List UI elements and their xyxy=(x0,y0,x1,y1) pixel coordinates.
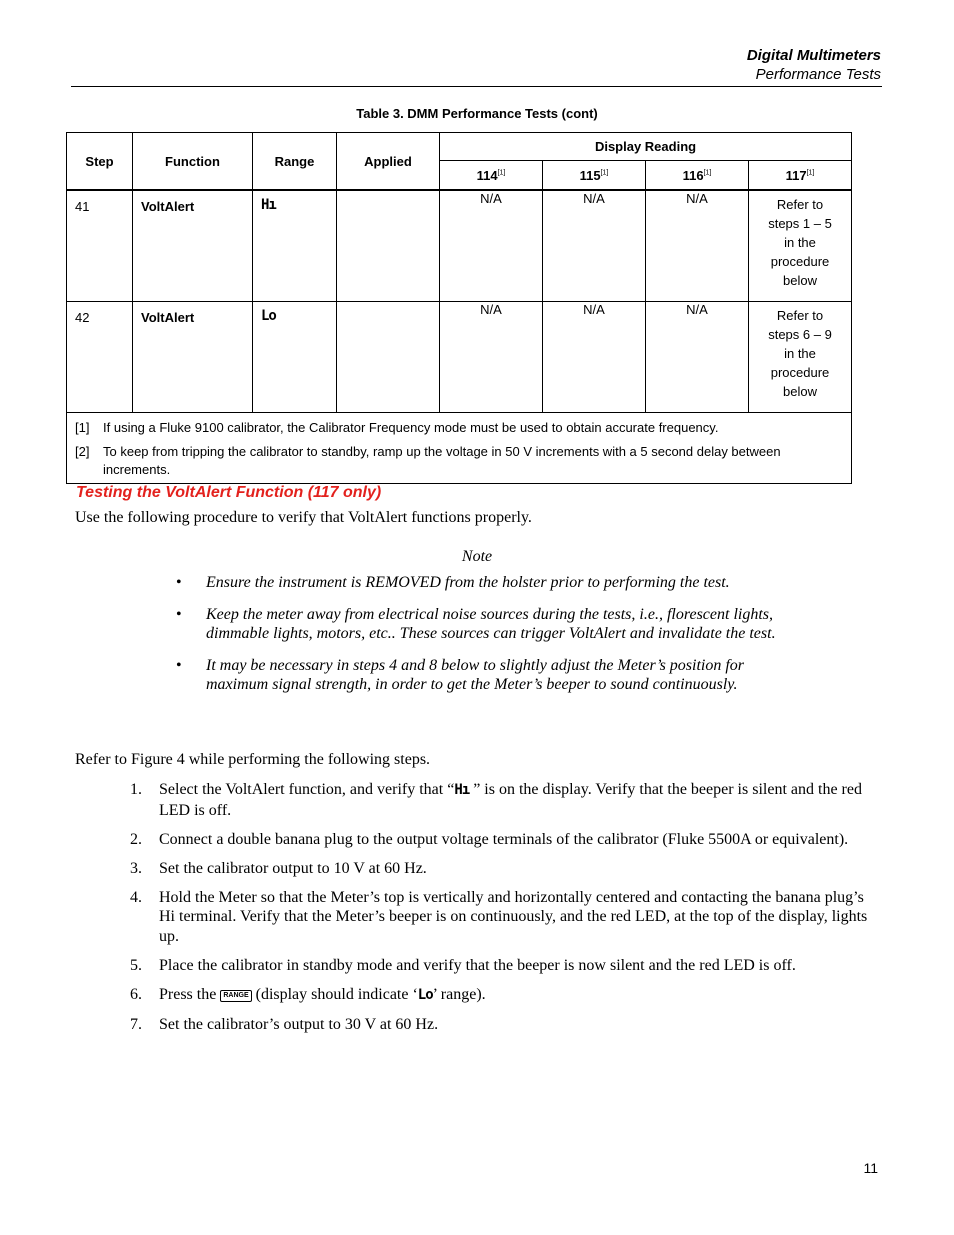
header-model-115: 115[1] xyxy=(543,161,646,191)
procedure-step: 1. Select the VoltAlert function, and verify that “Hı ” is on the display. Verify that the beeper is silent and the red LED is off. xyxy=(130,781,862,819)
header-range: Range xyxy=(253,133,337,191)
header-model-116: 116[1] xyxy=(646,161,749,191)
procedure-step: 3. Set the calibrator output to 10 V at 60 Hz. xyxy=(130,859,427,877)
header-model-117: 117[1] xyxy=(749,161,852,191)
range-key-icon: RANGE xyxy=(220,990,251,1002)
cell-reading-114: N/A xyxy=(440,302,543,413)
table-row xyxy=(67,302,852,413)
cell-reading-117: Refer to steps 1 – 5 in the procedure below xyxy=(749,190,852,302)
header-applied: Applied xyxy=(337,133,440,191)
procedure-step: 7. Set the calibrator’s output to 30 V at 60 Hz. xyxy=(130,1015,439,1033)
note-title: Note xyxy=(461,548,493,565)
procedure-step: 6. Press the RANGE (display should indicate ‘Lo’ range). xyxy=(130,985,486,1003)
procedure-step: 4. Hold the Meter so that the Meter’s top is vertically and horizontally centered and contacting the banana plug’s Hi terminal. Verify that the Meter’s beeper is on continuously, and the red LED, at the top of the display, lights up. xyxy=(130,888,868,945)
header-subtitle: Performance Tests xyxy=(755,66,881,83)
cell-range xyxy=(253,190,337,302)
bullet-icon: • xyxy=(176,656,182,674)
hi-range-symbol: Hı xyxy=(454,782,470,798)
procedure-step: 2. Connect a double banana plug to the output voltage terminals of the calibrator (Fluke 5500A or equivalent). xyxy=(130,830,849,848)
header-display-reading: Display Reading xyxy=(440,133,852,161)
page-header xyxy=(747,46,881,84)
header-step: Step xyxy=(67,133,133,191)
section-heading: Testing the VoltAlert Function (117 only) xyxy=(76,484,382,501)
performance-table xyxy=(66,132,852,484)
refer-paragraph: Refer to Figure 4 while performing the following steps. xyxy=(75,751,431,768)
intro-paragraph: Use the following procedure to verify that VoltAlert functions properly. xyxy=(75,509,532,526)
header-title: Digital Multimeters xyxy=(746,47,881,64)
cell-step: 41 xyxy=(67,190,133,302)
header-rule xyxy=(71,86,882,87)
cell-reading-115: N/A xyxy=(543,190,646,302)
cell-reading-117: Refer to steps 6 – 9 in the procedure below xyxy=(749,302,852,413)
cell-reading-116: N/A xyxy=(646,190,749,302)
footnote: [1] If using a Fluke 9100 calibrator, the Calibrator Frequency mode must be used to obtain accurate frequency. xyxy=(75,420,719,435)
procedure-steps xyxy=(130,780,878,1044)
cell-function: VoltAlert xyxy=(133,302,253,413)
header-model-114: 114[1] xyxy=(440,161,543,191)
bullet-icon: • xyxy=(176,574,182,591)
cell-applied xyxy=(337,302,440,413)
cell-range xyxy=(253,302,337,413)
hi-range-symbol: Hı xyxy=(261,197,276,213)
table-row xyxy=(67,190,852,302)
cell-reading-114: N/A xyxy=(440,190,543,302)
footnote: [2] To keep from tripping the calibrator to standby, ramp up the voltage in 50 V increments with a 5 second delay between increments. xyxy=(75,444,781,477)
cell-applied xyxy=(337,190,440,302)
bullet-icon: • xyxy=(176,605,182,623)
cell-reading-116: N/A xyxy=(646,302,749,413)
lo-range-symbol: Lo xyxy=(417,986,433,1003)
cell-reading-115: N/A xyxy=(543,302,646,413)
cell-step: 42 xyxy=(67,302,133,413)
lo-range-symbol: Lo xyxy=(261,308,276,324)
table-footnotes xyxy=(67,413,852,484)
procedure-step: 5. Place the calibrator in standby mode and verify that the beeper is now silent and the red LED is off. xyxy=(130,956,796,974)
table-caption: Table 3. DMM Performance Tests (cont) xyxy=(356,106,598,121)
note-list xyxy=(176,573,786,707)
note-item: • Keep the meter away from electrical noise sources during the tests, i.e., florescent lights, dimmable lights, motors, etc.. These sources can trigger VoltAlert and invalidate the test. xyxy=(176,605,776,642)
note-item: • Ensure the instrument is REMOVED from the holster prior to performing the test. xyxy=(176,574,730,591)
page-number: 11 xyxy=(863,1160,878,1176)
header-function: Function xyxy=(133,133,253,191)
cell-function: VoltAlert xyxy=(133,190,253,302)
note-item: • It may be necessary in steps 4 and 8 below to slightly adjust the Meter’s position for maximum signal strength, in order to get the Meter’s beeper to sound continuously. xyxy=(176,656,745,693)
